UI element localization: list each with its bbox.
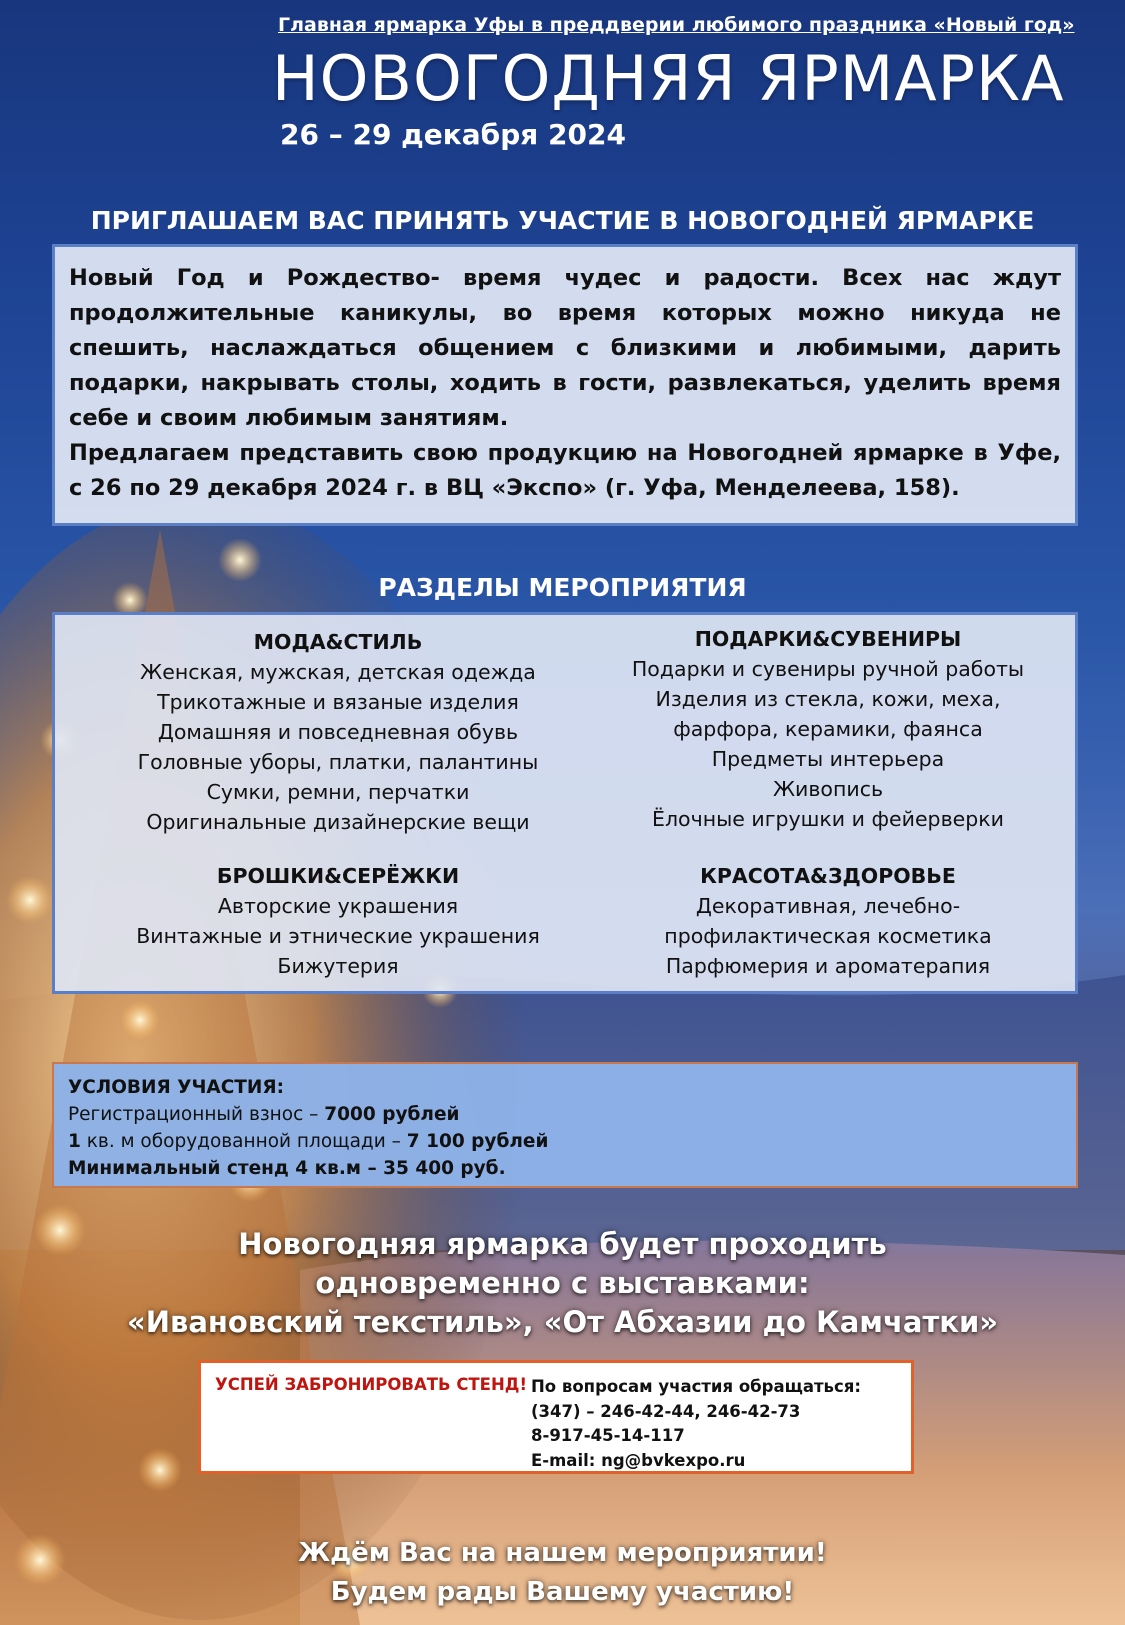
section-jewelry: [73, 861, 603, 981]
page-title: НОВОГОДНЯЯ ЯРМАРКА: [272, 42, 1065, 115]
section-item: фарфора, керамики, фаянса: [673, 717, 983, 741]
section-title: БРОШКИ&СЕРЁЖКИ: [216, 864, 460, 888]
event-dates: 26 – 29 декабря 2024: [280, 118, 626, 151]
fee-label: Регистрационный взнос –: [68, 1104, 325, 1125]
section-item: Домашняя и повседневная обувь: [157, 720, 519, 744]
invite-paragraph-1: Новый Год и Рождество- время чудес и радости. Всех нас ждут продолжительные каникулы, во время которых можно никуда не спешить, наслаждаться общением с близкими и любимыми, дарить подарки, накрывать столы, ходить в гости, развлекаться, уделить время себе и своим любимым занятиям.: [69, 265, 1061, 431]
section-item: Трикотажные и вязаные изделия: [157, 690, 519, 714]
contact-mobile: 8-917-45-14-117: [531, 1426, 685, 1445]
conditions-area: [68, 1128, 1062, 1155]
contact-label: По вопросам участия обращаться:: [531, 1377, 861, 1396]
conditions-fee: [68, 1101, 1062, 1128]
invite-text-box: [52, 244, 1078, 526]
area-value: 7 100 рублей: [406, 1131, 549, 1152]
section-item: Декоративная, лечебно-: [695, 894, 961, 918]
section-item: Сумки, ремни, перчатки: [206, 780, 470, 804]
section-beauty: [593, 861, 1063, 981]
section-item: Живопись: [772, 777, 884, 801]
section-item: Оригинальные дизайнерские вещи: [146, 810, 530, 834]
contact-box: [198, 1360, 914, 1474]
section-item: Бижутерия: [277, 954, 399, 978]
invite-heading: ПРИГЛАШАЕМ ВАС ПРИНЯТЬ УЧАСТИЕ В НОВОГОДНЕЙ ЯРМАРКЕ: [90, 206, 1035, 235]
contact-phones: (347) – 246-42-44, 246-42-73: [531, 1401, 801, 1421]
area-label: кв. м оборудованной площади –: [80, 1131, 407, 1152]
footer-text: [0, 1534, 1125, 1612]
section-item: Головные уборы, платки, палантины: [137, 750, 539, 774]
footer-line: Будем рады Вашему участию!: [330, 1577, 795, 1607]
section-item: Предметы интерьера: [711, 747, 945, 771]
section-gifts: [593, 624, 1063, 834]
section-item: Изделия из стекла, кожи, меха,: [655, 687, 1001, 711]
area-qty: 1: [68, 1131, 81, 1152]
parallel-exhibitions-text: [0, 1225, 1125, 1342]
section-fashion: [73, 627, 603, 837]
sections-box: [52, 612, 1078, 994]
parallel-line: Новогодняя ярмарка будет проходить: [238, 1227, 887, 1261]
section-item: Ёлочные игрушки и фейерверки: [652, 807, 1004, 831]
conditions-min-stand: Минимальный стенд 4 кв.м – 35 400 руб.: [68, 1158, 506, 1179]
header-subtitle: Главная ярмарка Уфы в преддверии любимого праздника «Новый год»: [278, 14, 1075, 36]
sections-heading: РАЗДЕЛЫ МЕРОПРИЯТИЯ: [378, 573, 747, 602]
section-item: профилактическая косметика: [664, 924, 992, 948]
section-item: Авторские украшения: [217, 894, 459, 918]
contact-details: [531, 1375, 861, 1473]
section-title: КРАСОТА&ЗДОРОВЬЕ: [700, 864, 956, 888]
section-item: Парфюмерия и ароматерапия: [665, 954, 991, 978]
contact-email: E-mail: ng@bvkexpo.ru: [531, 1450, 746, 1470]
section-item: Подарки и сувениры ручной работы: [631, 657, 1025, 681]
fee-value: 7000 рублей: [324, 1104, 460, 1125]
parallel-line: «Ивановский текстиль», «От Абхазии до Камчатки»: [126, 1305, 999, 1339]
conditions-box: [52, 1062, 1078, 1188]
invite-paragraph-2: Предлагаем представить свою продукцию на Новогодней ярмарке в Уфе, с 26 по 29 декабря 2024 г. в ВЦ «Экспо» (г. Уфа, Менделеева, 158).: [69, 440, 1061, 501]
section-title: МОДА&СТИЛЬ: [253, 630, 423, 654]
section-item: Женская, мужская, детская одежда: [140, 660, 536, 684]
footer-line: Ждём Вас на нашем мероприятии!: [298, 1538, 827, 1568]
parallel-line: одновременно с выставками:: [315, 1266, 810, 1300]
book-stand-cta: УСПЕЙ ЗАБРОНИРОВАТЬ СТЕНД!: [215, 1375, 527, 1394]
section-title: ПОДАРКИ&СУВЕНИРЫ: [694, 627, 962, 651]
conditions-title: УСЛОВИЯ УЧАСТИЯ:: [68, 1077, 285, 1098]
section-item: Винтажные и этнические украшения: [136, 924, 540, 948]
